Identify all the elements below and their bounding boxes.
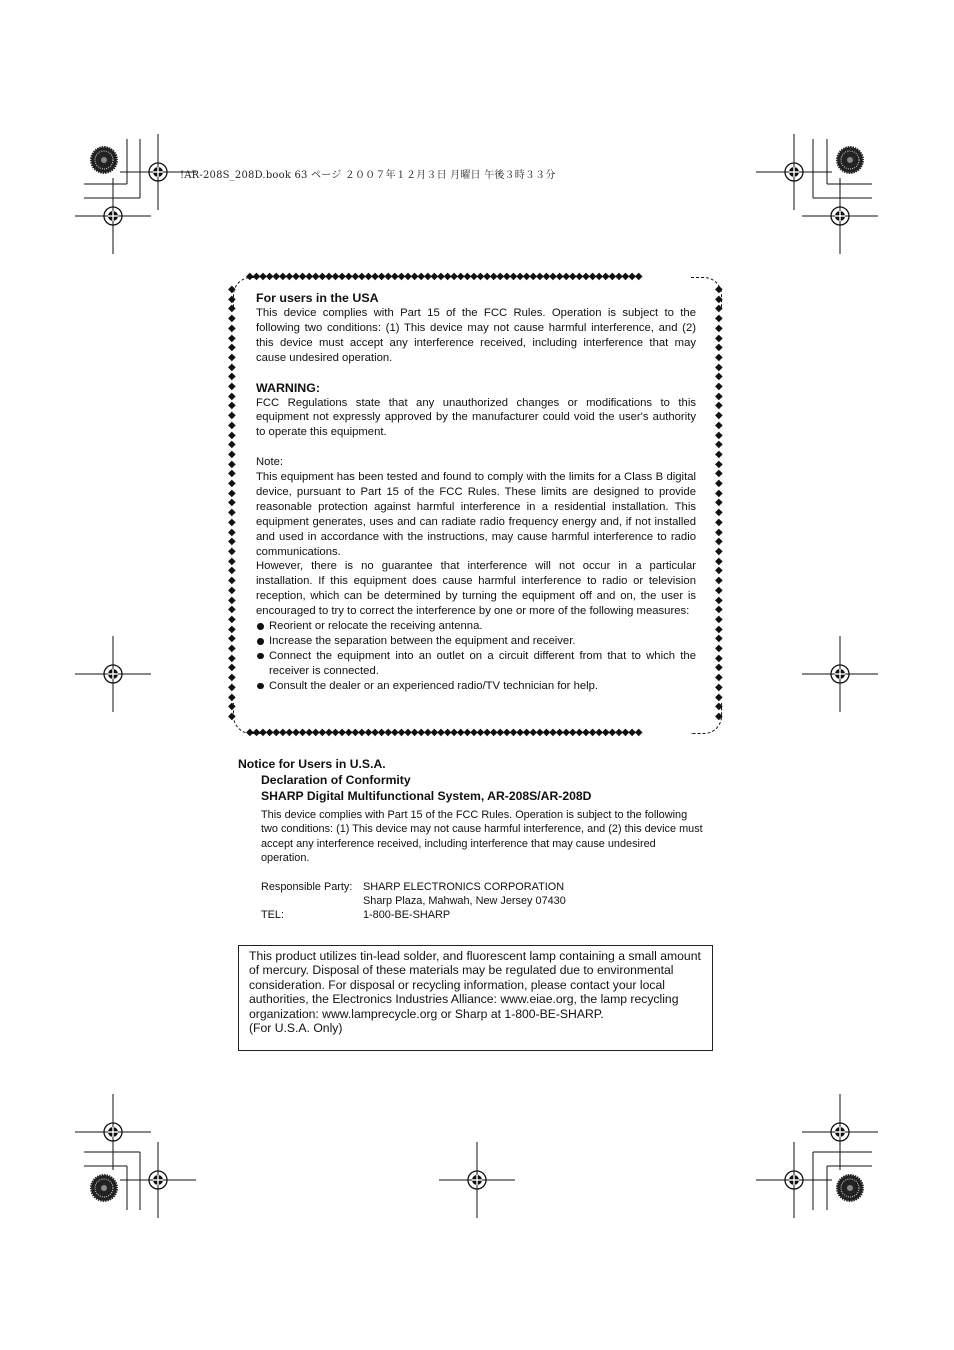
tel-label: TEL: — [261, 909, 284, 922]
diamond-border-left: ◆◆◆◆◆◆◆◆◆◆◆◆◆◆◆◆◆◆◆◆◆◆◆◆◆◆◆◆◆◆◆◆◆◆◆◆◆◆◆◆◆◆◆◆◆ — [228, 285, 236, 722]
party-label: Responsible Party: — [261, 880, 353, 893]
star-target-icon — [836, 1174, 864, 1202]
list-item: Increase the separation between the equipment and receiver. — [256, 634, 696, 649]
party-name: SHARP ELECTRONICS CORPORATION — [363, 880, 565, 893]
note-label: Note: — [256, 456, 284, 469]
registration-mark-icon — [756, 1142, 832, 1218]
diamond-border-top: ◆◆◆◆◆◆◆◆◆◆◆◆◆◆◆◆◆◆◆◆◆◆◆◆◆◆◆◆◆◆◆◆◆◆◆◆◆◆◆◆◆◆◆◆◆◆◆◆◆◆◆◆◆◆◆◆◆◆◆◆ — [246, 272, 642, 282]
recycling-text: This product utilizes tin-lead solder, and fluorescent lamp containing a small amount of mercury. Disposal of these materials may be regulated due to environmental consideration. For disposal or recycling information, please contact your local authorities, the Electronics Industries Alliance: www.eiae.org, the lamp recycling organization: www.lamprecycle.org or Sharp at 1-800-BE-SHARP. — [249, 949, 701, 1021]
declaration-body: This device complies with Part 15 of the FCC Rules. Operation is subject to the following two conditions: (1) This device may not cause harmful interference, and (2) this device must accept any interference received, including interference that may cause undesired operation. — [261, 809, 703, 865]
tel-value: 1-800-BE-SHARP — [363, 909, 451, 922]
declaration-section — [238, 756, 708, 923]
diamond-border-right: ◆◆◆◆◆◆◆◆◆◆◆◆◆◆◆◆◆◆◆◆◆◆◆◆◆◆◆◆◆◆◆◆◆◆◆◆◆◆◆◆◆◆◆◆◆ — [715, 285, 723, 722]
print-header-line: !AR-208S_208D.book 63 ページ ２００７年１２月３日 月曜日 午後３時３３分 — [180, 170, 556, 181]
warning-text: FCC Regulations state that any unauthorized changes or modifications to this equipment not expressly approved by the manufacturer could void the user's authority to operate this equipment. — [256, 396, 696, 439]
recycling-notice-box — [238, 945, 713, 1051]
party-address: Sharp Plaza, Mahwah, New Jersey 07430 — [363, 895, 566, 908]
fcc-notice-box — [256, 291, 696, 694]
declaration-heading: Declaration of Conformity — [261, 773, 411, 787]
star-target-icon — [90, 146, 118, 174]
notice-title: Notice for Users in U.S.A. — [238, 757, 386, 771]
fcc-intro: This device complies with Part 15 of the FCC Rules. Operation is subject to the following two conditions: (1) This device may not cause harmful interference, and (2) this device must accept any interference received, including interference that may cause undesired operation. — [256, 307, 696, 364]
product-heading: SHARP Digital Multifunctional System, AR-208S/AR-208D — [261, 789, 592, 803]
note-text: This equipment has been tested and found to comply with the limits for a Class B digital device, pursuant to Part 15 of the FCC Rules. These limits are designed to provide reasonable protection against harmful interference in a residential installation. This equipment generates, uses and can radiate radio frequency energy and, if not installed and used in accordance with the instructions, may cause harmful interference to radio communications. — [256, 471, 696, 558]
responsible-party — [261, 880, 708, 923]
warning-title: WARNING: — [256, 380, 321, 395]
however-text: However, there is no guarantee that interference will not occur in a particular installation. If this equipment does cause harmful interference to radio or television reception, which can be determined by turning the equipment off and on, the user is encouraged to try to correct the interference by one or more of the following measures: — [256, 560, 696, 618]
diamond-border-bottom: ◆◆◆◆◆◆◆◆◆◆◆◆◆◆◆◆◆◆◆◆◆◆◆◆◆◆◆◆◆◆◆◆◆◆◆◆◆◆◆◆◆◆◆◆◆◆◆◆◆◆◆◆◆◆◆◆◆◆◆◆ — [246, 728, 642, 738]
list-item: Connect the equipment into an outlet on a circuit different from that to which the receiver is connected. — [256, 649, 696, 679]
measures-list — [256, 619, 696, 694]
list-item: Consult the dealer or an experienced radio/TV technician for help. — [256, 679, 696, 694]
fcc-title: For users in the USA — [256, 291, 379, 305]
registration-mark-icon — [75, 636, 151, 712]
registration-mark-icon — [439, 1142, 515, 1218]
star-target-icon — [90, 1174, 118, 1202]
recycling-footer: (For U.S.A. Only) — [249, 1021, 343, 1036]
registration-mark-icon — [802, 636, 878, 712]
star-target-icon — [836, 146, 864, 174]
registration-mark-icon — [120, 1142, 196, 1218]
list-item: Reorient or relocate the receiving antenna. — [256, 619, 696, 634]
registration-mark-icon — [756, 134, 832, 210]
